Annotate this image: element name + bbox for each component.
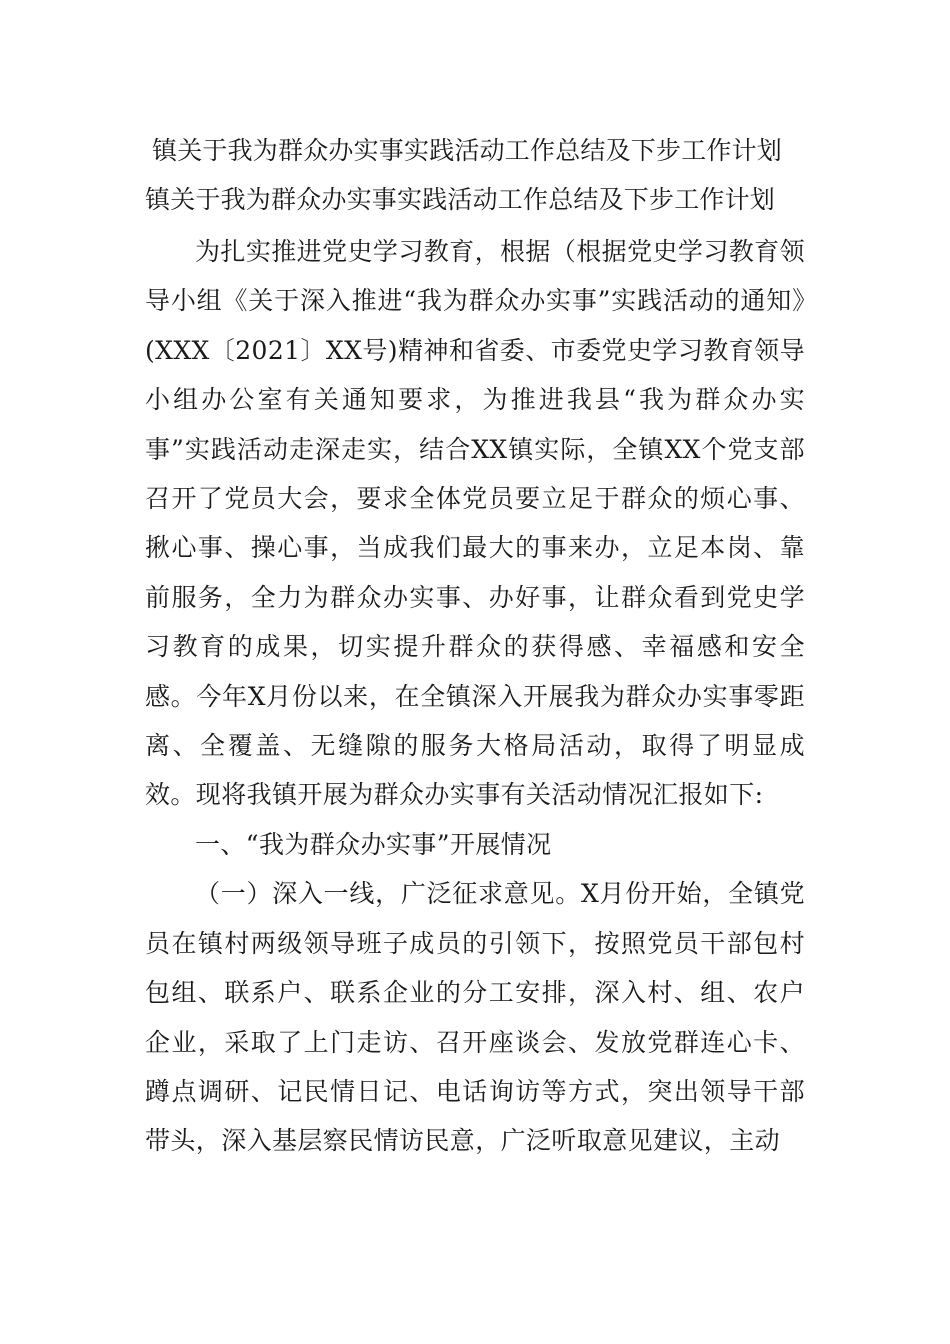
intro-paragraph: 为扎实推进党史学习教育，根据（根据党史学习教育领导小组《关于深入推进“我为群众办实事”实践活动的通知》(XXX〔2021〕XX号)精神和省委、市委党史学习教育领导小组办公室有关通知要求，为推进我县“我为群众办实事”实践活动走深走实，结合XX镇实际，全镇XX个党支部召开了党员大会，要求全体党员要立足于群众的烦心事、揪心事、操心事，当成我们最大的事来办，立足本岗、靠前服务，全力为群众办实事、办好事，让群众看到党史学习教育的成果，切实提升群众的获得感、幸福感和安全感。今年X月份以来，在全镇深入开展我为群众办实事零距离、全覆盖、无缝隙的服务大格局活动，取得了明显成效。现将我镇开展为群众办实事有关活动情况汇报如下: xyxy=(145,237,805,810)
section-heading: 一、“我为群众办实事”开展情况 xyxy=(195,829,552,859)
document-title-line-2: 镇关于我为群众办实事实践活动工作总结及下步工作计划 xyxy=(145,185,776,214)
document-body xyxy=(145,227,805,1166)
document-title-line-1: 镇关于我为群众办实事实践活动工作总结及下步工作计划 xyxy=(152,136,783,165)
subsection-paragraph: （一）深入一线，广泛征求意见。X月份开始，全镇党员在镇村两级领导班子成员的引领下，按照党员干部包村包组、联系户、联系企业的分工安排，深入村、组、农户企业，采取了上门走访、召开座谈会、发放党群连心卡、蹲点调研、记民情日记、电话询访等方式，突出领导干部带头，深入基层察民情访民意，广泛听取意见建议，主动 xyxy=(145,879,805,1156)
